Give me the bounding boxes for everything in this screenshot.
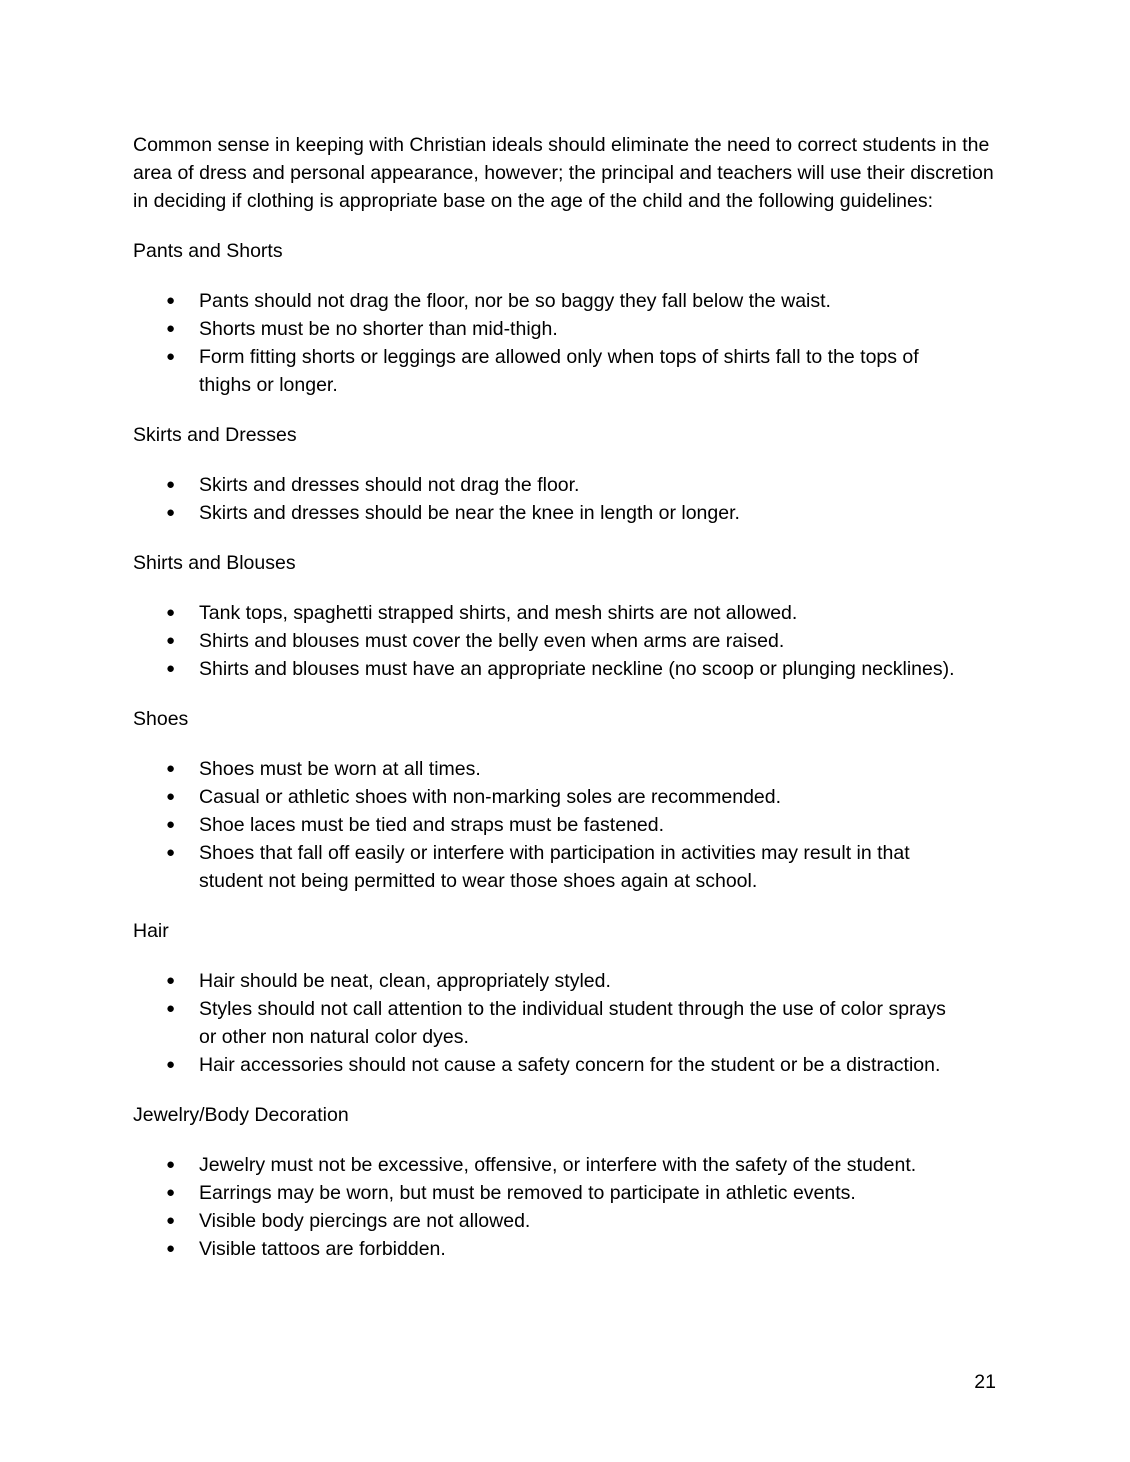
bullet-icon: ● <box>166 1000 176 1017</box>
bullet-icon: ● <box>166 1240 176 1257</box>
bullet-list <box>133 471 1003 527</box>
bullet-list <box>133 755 1003 895</box>
bullet-icon: ● <box>166 504 176 521</box>
list-item <box>133 995 959 1051</box>
bullet-icon: ● <box>166 760 176 777</box>
list-item-text: Skirts and dresses should not drag the floor. <box>199 474 580 496</box>
list-item <box>133 1051 989 1079</box>
bullet-icon: ● <box>166 632 176 649</box>
list-item <box>133 499 959 527</box>
list-item <box>133 783 959 811</box>
document-page <box>133 131 1003 1285</box>
bullet-icon: ● <box>166 348 176 365</box>
bullet-icon: ● <box>166 1156 176 1173</box>
list-item <box>133 627 959 655</box>
section-heading: Pants and Shorts <box>133 240 283 262</box>
list-item-text: Form fitting shorts or leggings are allowed only when tops of shirts fall to the tops of thighs or longer. <box>199 346 919 396</box>
list-item-text: Jewelry must not be excessive, offensive, or interfere with the safety of the student. <box>199 1154 917 1176</box>
list-item-text: Shirts and blouses must have an appropriate neckline (no scoop or plunging necklines). <box>199 658 955 680</box>
list-item-text: Visible body piercings are not allowed. <box>199 1210 531 1232</box>
page-number: 21 <box>974 1371 996 1393</box>
list-item-text: Earrings may be worn, but must be removed to participate in athletic events. <box>199 1182 856 1204</box>
section-jewelry-body-decoration <box>133 1101 1003 1263</box>
list-item <box>133 755 959 783</box>
section-skirts-and-dresses <box>133 421 1003 527</box>
section-heading: Shoes <box>133 708 189 730</box>
list-item-text: Styles should not call attention to the individual student through the use of color sprays or other non natural color dyes. <box>199 998 946 1048</box>
section-pants-and-shorts <box>133 237 1003 399</box>
list-item <box>133 599 959 627</box>
list-item <box>133 811 959 839</box>
list-item <box>133 1207 959 1235</box>
bullet-list <box>133 599 1003 683</box>
bullet-icon: ● <box>166 1056 176 1073</box>
list-item-text: Tank tops, spaghetti strapped shirts, and mesh shirts are not allowed. <box>199 602 798 624</box>
bullet-list <box>133 287 1003 399</box>
bullet-icon: ● <box>166 816 176 833</box>
intro-paragraph: Common sense in keeping with Christian ideals should eliminate the need to correct students in the area of dress and personal appearance, however; the principal and teachers will use their discretion in deciding if clothing is appropriate base on the age of the child and the following guidelines: <box>133 134 994 212</box>
list-item <box>133 471 959 499</box>
bullet-icon: ● <box>166 788 176 805</box>
section-heading: Hair <box>133 920 169 942</box>
list-item-text: Shoes must be worn at all times. <box>199 758 481 780</box>
list-item-text: Shoes that fall off easily or interfere with participation in activities may result in that student not being permitted to wear those shoes again at school. <box>199 842 910 892</box>
bullet-icon: ● <box>166 320 176 337</box>
bullet-icon: ● <box>166 292 176 309</box>
section-heading: Jewelry/Body Decoration <box>133 1104 349 1126</box>
section-heading: Skirts and Dresses <box>133 424 297 446</box>
bullet-icon: ● <box>166 1184 176 1201</box>
list-item-text: Shoe laces must be tied and straps must be fastened. <box>199 814 665 836</box>
bullet-list <box>133 967 1003 1079</box>
list-item-text: Skirts and dresses should be near the knee in length or longer. <box>199 502 740 524</box>
section-hair <box>133 917 1003 1079</box>
section-heading: Shirts and Blouses <box>133 552 296 574</box>
list-item <box>133 839 959 895</box>
list-item-text: Visible tattoos are forbidden. <box>199 1238 446 1260</box>
list-item <box>133 343 959 399</box>
list-item <box>133 655 999 683</box>
bullet-icon: ● <box>166 1212 176 1229</box>
bullet-icon: ● <box>166 844 176 861</box>
list-item-text: Hair accessories should not cause a safety concern for the student or be a distraction. <box>199 1054 941 1076</box>
list-item <box>133 1179 959 1207</box>
list-item-text: Hair should be neat, clean, appropriately styled. <box>199 970 611 992</box>
section-shoes <box>133 705 1003 895</box>
list-item <box>133 967 959 995</box>
list-item <box>133 315 959 343</box>
list-item <box>133 1151 959 1179</box>
bullet-list <box>133 1151 1003 1263</box>
bullet-icon: ● <box>166 476 176 493</box>
section-shirts-and-blouses <box>133 549 1003 683</box>
bullet-icon: ● <box>166 604 176 621</box>
bullet-icon: ● <box>166 660 176 677</box>
list-item-text: Casual or athletic shoes with non-marking soles are recommended. <box>199 786 782 808</box>
list-item <box>133 1235 959 1263</box>
list-item-text: Shirts and blouses must cover the belly even when arms are raised. <box>199 630 785 652</box>
list-item <box>133 287 959 315</box>
bullet-icon: ● <box>166 972 176 989</box>
list-item-text: Shorts must be no shorter than mid-thigh. <box>199 318 558 340</box>
list-item-text: Pants should not drag the floor, nor be so baggy they fall below the waist. <box>199 290 831 312</box>
